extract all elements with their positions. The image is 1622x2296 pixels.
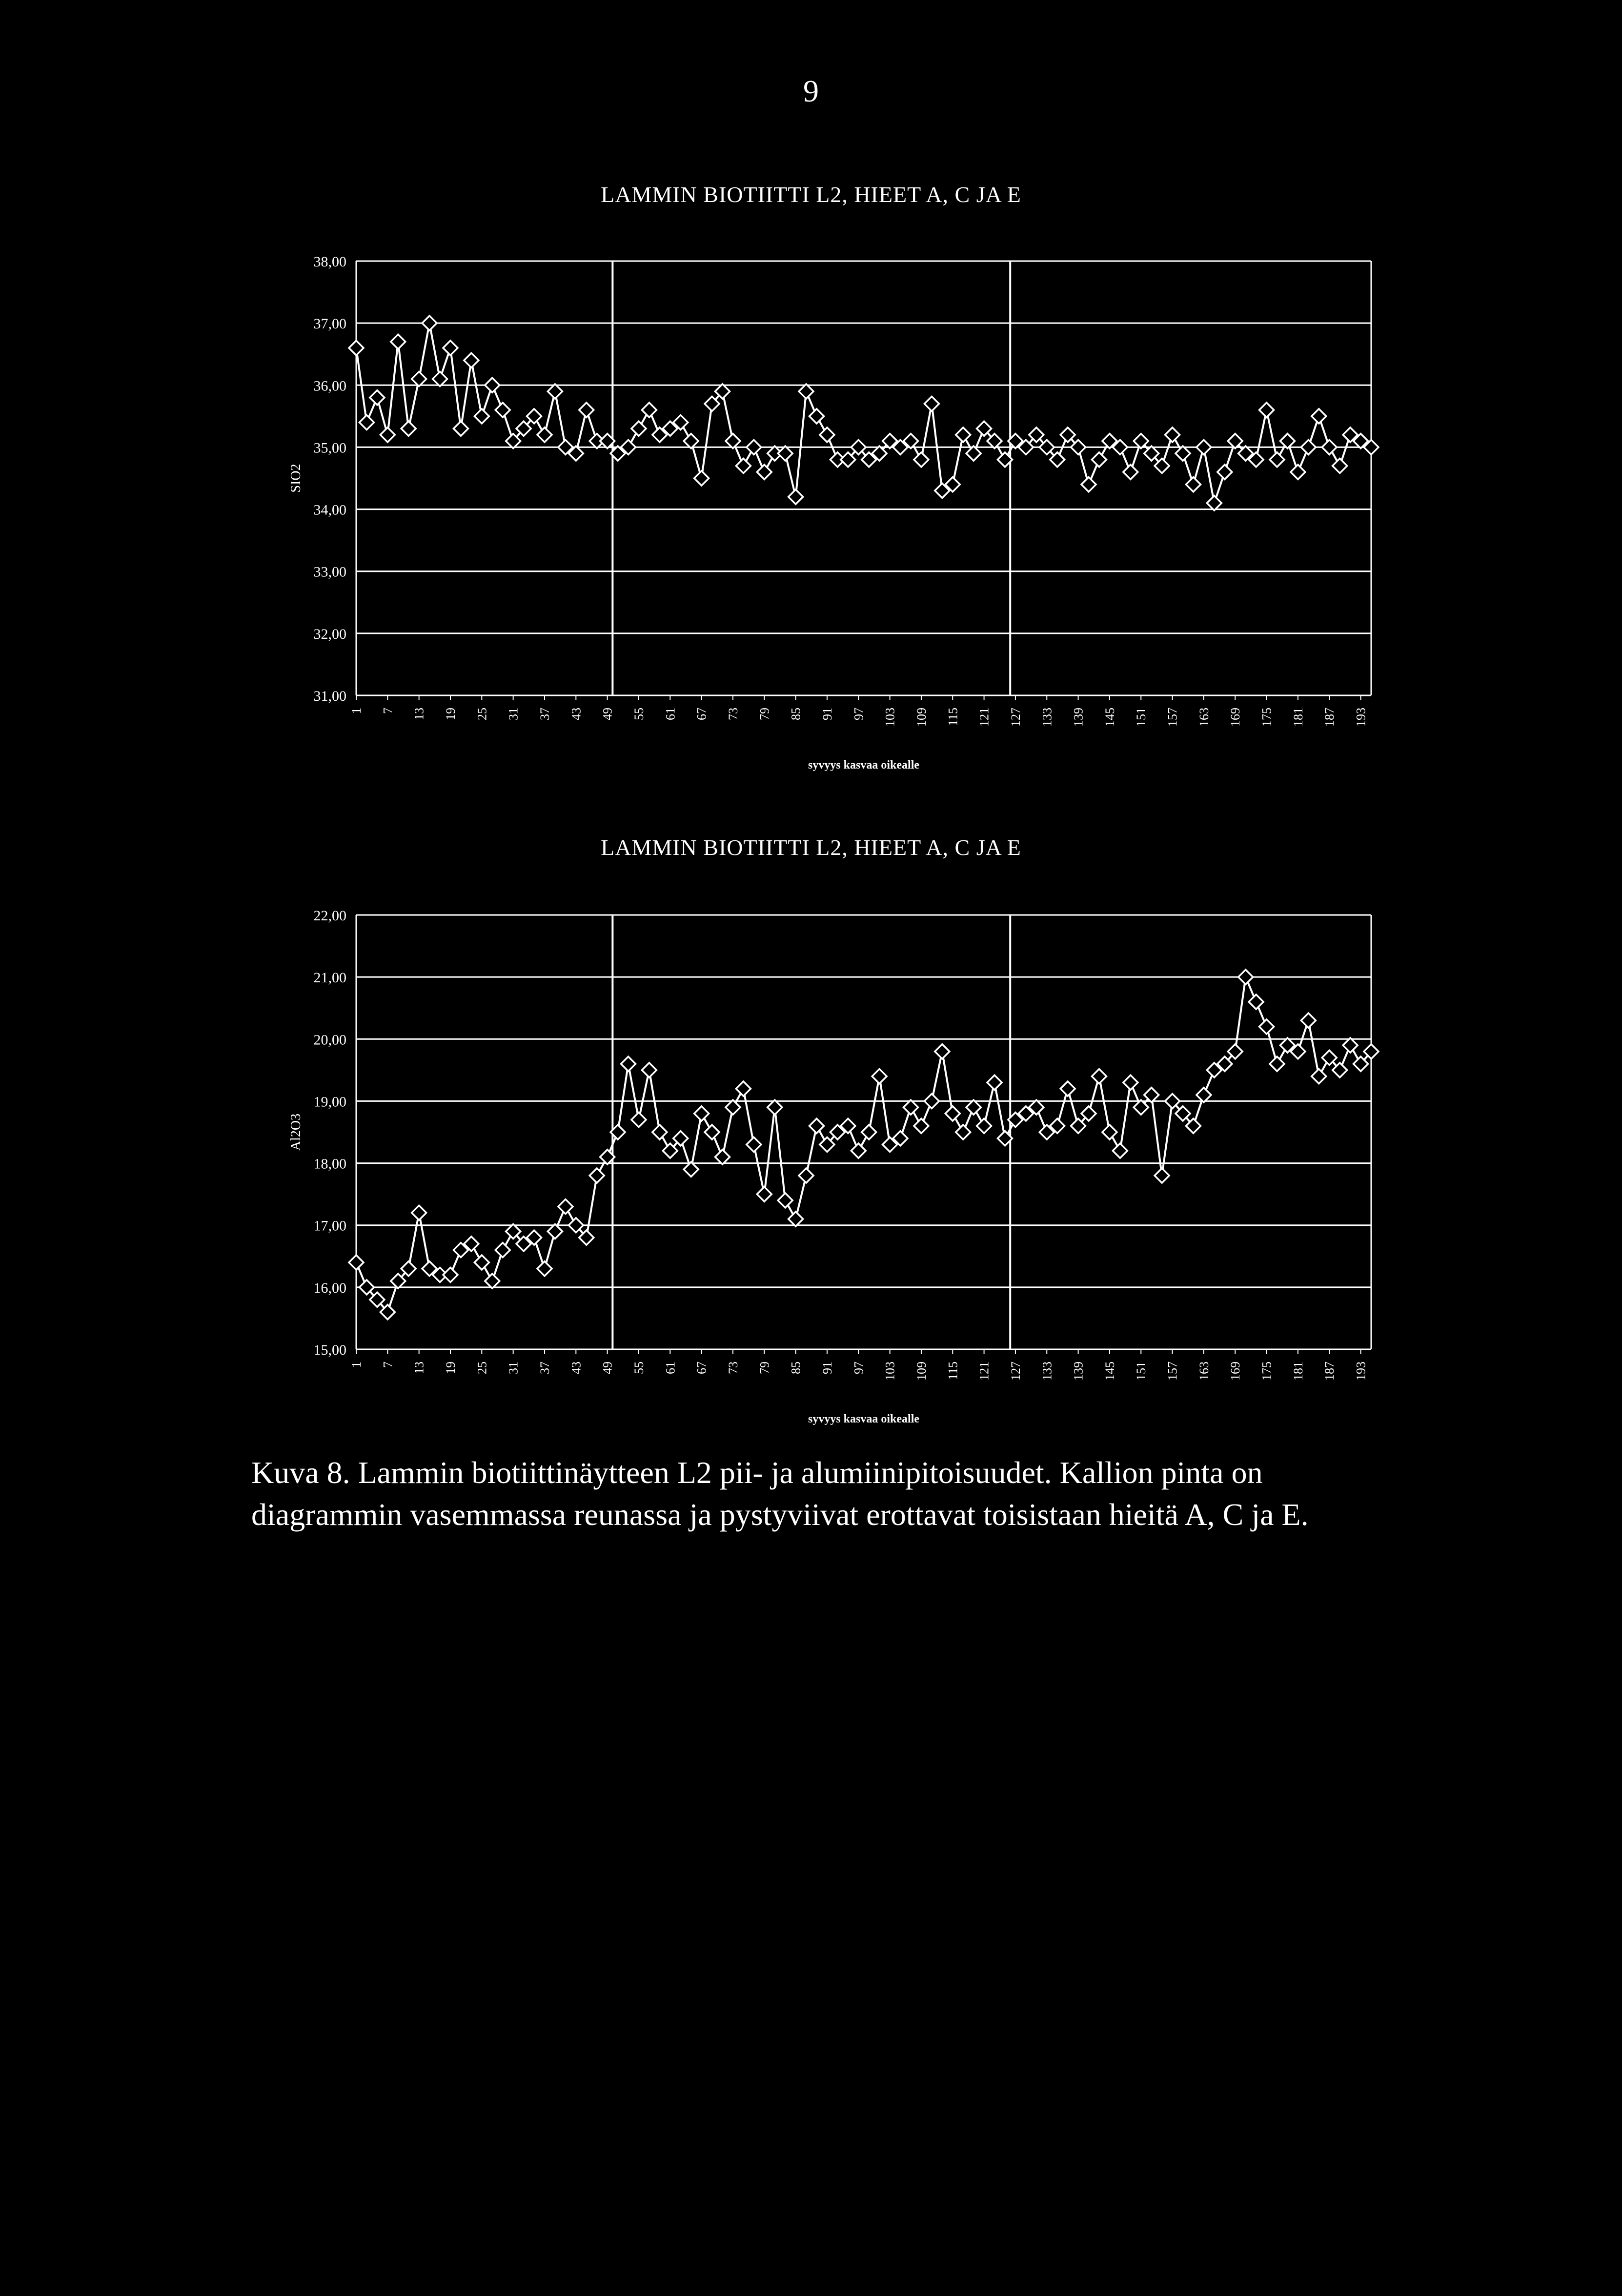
y-tick-label: 32,00: [313, 626, 346, 642]
data-point: [412, 1205, 426, 1220]
data-point: [694, 471, 709, 486]
data-point: [1196, 440, 1211, 454]
data-point: [1092, 452, 1106, 467]
data-point: [789, 489, 803, 504]
x-tick-label: 13: [412, 708, 426, 720]
data-point: [935, 1044, 950, 1059]
data-point: [1207, 496, 1221, 510]
x-axis-label: syvyys kasvaa oikealle: [808, 1413, 920, 1425]
x-tick-label: 127: [1008, 1361, 1023, 1381]
data-point: [495, 1243, 510, 1258]
x-tick-label: 181: [1291, 708, 1305, 727]
data-point: [778, 446, 792, 461]
data-point: [495, 403, 510, 417]
x-tick-label: 103: [883, 708, 897, 727]
data-point: [914, 1118, 929, 1133]
figure-caption: [251, 1452, 1374, 1536]
data-point: [726, 1100, 740, 1115]
x-tick-label: 151: [1134, 708, 1149, 727]
x-tick-label: 181: [1291, 1361, 1305, 1381]
x-tick-label: 91: [820, 1361, 834, 1374]
data-point: [642, 1063, 656, 1077]
data-point: [1092, 1069, 1106, 1084]
x-tick-label: 127: [1008, 708, 1023, 727]
data-point: [768, 1100, 782, 1115]
x-tick-label: 163: [1196, 1361, 1211, 1381]
y-tick-label: 16,00: [313, 1280, 346, 1296]
data-point: [1312, 1069, 1326, 1084]
data-point: [1343, 1038, 1358, 1053]
data-point: [820, 427, 834, 442]
x-tick-label: 169: [1228, 708, 1243, 727]
sio2-chart: [273, 239, 1396, 791]
x-tick-label: 19: [443, 708, 458, 720]
data-point: [799, 384, 813, 399]
data-point: [1270, 452, 1284, 467]
y-tick-label: 37,00: [313, 316, 346, 332]
data-point: [537, 1261, 552, 1276]
data-point: [757, 465, 771, 479]
data-point: [1238, 970, 1253, 984]
x-tick-label: 55: [631, 1361, 646, 1374]
x-tick-label: 13: [412, 1361, 426, 1374]
data-point: [872, 1069, 887, 1084]
data-point: [705, 1125, 719, 1139]
data-point: [621, 1057, 636, 1071]
x-tick-label: 133: [1040, 708, 1054, 727]
x-tick-label: 79: [757, 708, 772, 720]
data-point: [789, 1212, 803, 1226]
x-tick-label: 25: [475, 708, 489, 720]
y-tick-label: 21,00: [313, 970, 346, 986]
x-tick-label: 85: [789, 708, 803, 720]
data-point: [757, 1187, 771, 1201]
y-tick-label: 34,00: [313, 502, 346, 518]
data-point: [547, 384, 562, 399]
x-tick-label: 157: [1165, 708, 1180, 727]
caption-line-2: diagrammin vasemmassa reunassa ja pystyviivat erottavat toisistaan hieitä A, C ja E.: [251, 1497, 1309, 1532]
data-point: [1280, 434, 1295, 448]
data-point: [485, 378, 500, 392]
x-tick-label: 157: [1165, 1361, 1180, 1381]
data-point: [1081, 477, 1096, 492]
data-point: [422, 316, 437, 330]
data-point: [1301, 1013, 1316, 1028]
data-point: [924, 396, 939, 411]
data-point: [1270, 1057, 1284, 1071]
data-point: [474, 1255, 489, 1270]
x-tick-label: 115: [946, 1361, 960, 1381]
data-point: [956, 1125, 971, 1139]
x-tick-label: 7: [381, 708, 395, 714]
x-axis-label: syvyys kasvaa oikealle: [808, 759, 920, 772]
data-point: [579, 403, 594, 417]
x-tick-label: 61: [663, 708, 678, 720]
data-point: [1249, 995, 1263, 1009]
data-point: [945, 1106, 960, 1121]
data-point: [464, 353, 479, 367]
data-point: [914, 452, 929, 467]
x-tick-label: 121: [977, 708, 992, 727]
x-tick-label: 187: [1322, 708, 1337, 727]
data-point: [1123, 465, 1138, 479]
data-point: [810, 1118, 824, 1133]
data-point: [1196, 1088, 1211, 1102]
series-line: [356, 977, 1371, 1312]
al2o3-chart: [273, 893, 1396, 1444]
y-tick-label: 19,00: [313, 1094, 346, 1110]
data-point: [558, 1199, 573, 1214]
data-point: [715, 1150, 730, 1164]
x-tick-label: 133: [1040, 1361, 1054, 1381]
data-point: [1333, 459, 1347, 473]
x-tick-label: 187: [1322, 1361, 1337, 1381]
x-tick-label: 85: [789, 1361, 803, 1374]
data-point: [1301, 440, 1316, 454]
x-tick-label: 145: [1102, 1361, 1117, 1381]
x-tick-label: 175: [1259, 1361, 1274, 1381]
data-point: [1113, 1143, 1127, 1158]
data-point: [547, 1224, 562, 1239]
y-tick-label: 31,00: [313, 688, 346, 704]
x-tick-label: 97: [852, 1361, 866, 1374]
data-point: [631, 1113, 646, 1127]
x-tick-label: 151: [1134, 1361, 1149, 1381]
x-tick-label: 163: [1196, 708, 1211, 727]
x-tick-label: 103: [883, 1361, 897, 1381]
y-tick-label: 15,00: [313, 1342, 346, 1358]
data-point: [380, 427, 395, 442]
data-point: [1123, 1075, 1138, 1090]
x-tick-label: 97: [852, 708, 866, 720]
data-point: [1060, 1081, 1075, 1096]
x-tick-label: 61: [663, 1361, 678, 1374]
chart-title-al2o3: LAMMIN BIOTIITTI L2, HIEET A, C JA E: [601, 835, 1021, 860]
data-point: [736, 1081, 750, 1096]
data-point: [443, 341, 458, 355]
data-point: [1217, 465, 1232, 479]
data-point: [359, 415, 374, 430]
x-tick-label: 49: [600, 1361, 615, 1374]
data-point: [1165, 427, 1180, 442]
y-tick-label: 33,00: [313, 564, 346, 580]
data-point: [1186, 477, 1200, 492]
data-point: [977, 1118, 992, 1133]
data-point: [1322, 440, 1337, 454]
x-tick-label: 49: [600, 708, 615, 720]
data-point: [443, 1267, 458, 1282]
data-point: [684, 434, 698, 448]
data-point: [652, 1125, 667, 1139]
x-tick-label: 169: [1228, 1361, 1243, 1381]
y-tick-label: 20,00: [313, 1032, 346, 1048]
data-point: [485, 1274, 500, 1288]
sio2-chart-svg: [273, 239, 1396, 791]
data-point: [589, 1168, 604, 1183]
x-tick-label: 79: [757, 1361, 772, 1374]
data-point: [1259, 403, 1274, 417]
x-tick-label: 109: [914, 708, 929, 727]
x-tick-label: 43: [569, 1361, 584, 1374]
x-tick-label: 139: [1071, 1361, 1086, 1381]
data-point: [1259, 1019, 1274, 1034]
x-tick-label: 67: [694, 708, 709, 720]
data-point: [1176, 446, 1190, 461]
data-point: [412, 372, 426, 386]
x-tick-label: 109: [914, 1361, 929, 1381]
chart-title-sio2: LAMMIN BIOTIITTI L2, HIEET A, C JA E: [601, 182, 1021, 207]
data-point: [1102, 1125, 1117, 1139]
y-tick-label: 35,00: [313, 440, 346, 456]
data-point: [810, 409, 824, 424]
data-point: [694, 1106, 709, 1121]
y-tick-label: 38,00: [313, 254, 346, 270]
data-point: [956, 427, 971, 442]
y-tick-label: 17,00: [313, 1218, 346, 1234]
x-tick-label: 19: [443, 1361, 458, 1374]
data-point: [370, 390, 385, 405]
data-point: [862, 1125, 876, 1139]
y-axis-label: Al2O3: [288, 1113, 304, 1151]
y-tick-label: 36,00: [313, 378, 346, 394]
data-point: [747, 1137, 761, 1152]
x-tick-label: 73: [726, 1361, 740, 1374]
x-tick-label: 31: [506, 708, 521, 720]
data-point: [642, 403, 656, 417]
data-point: [903, 1100, 918, 1115]
caption-line-1: Kuva 8. Lammin biotiittinäytteen L2 pii- ja alumiinipitoisuudet. Kallion pinta on: [251, 1455, 1263, 1490]
x-tick-label: 25: [475, 1361, 489, 1374]
data-point: [799, 1168, 813, 1183]
data-point: [1291, 465, 1305, 479]
data-point: [631, 421, 646, 436]
data-point: [924, 1094, 939, 1108]
y-tick-label: 22,00: [313, 908, 346, 924]
series-line: [356, 323, 1371, 503]
x-tick-label: 73: [726, 708, 740, 720]
data-point: [778, 1193, 792, 1208]
data-point: [349, 341, 364, 355]
data-point: [736, 459, 750, 473]
x-tick-label: 1: [349, 1361, 364, 1368]
x-tick-label: 145: [1102, 708, 1117, 727]
al2o3-chart-svg: [273, 893, 1396, 1444]
data-point: [1312, 409, 1326, 424]
data-point: [726, 434, 740, 448]
data-point: [349, 1255, 364, 1270]
x-tick-label: 37: [537, 708, 552, 720]
data-point: [684, 1162, 698, 1177]
x-tick-label: 121: [977, 1361, 992, 1381]
data-point: [747, 440, 761, 454]
x-tick-label: 7: [381, 1361, 395, 1368]
data-point: [391, 334, 406, 349]
data-point: [474, 409, 489, 424]
x-tick-label: 67: [694, 1361, 709, 1374]
x-tick-label: 55: [631, 708, 646, 720]
data-point: [851, 1143, 866, 1158]
page-number: 9: [803, 74, 819, 108]
y-tick-label: 18,00: [313, 1156, 346, 1172]
data-point: [537, 427, 552, 442]
data-point: [1155, 1168, 1169, 1183]
x-tick-label: 1: [349, 708, 364, 714]
x-tick-label: 115: [946, 708, 960, 727]
x-tick-label: 175: [1259, 707, 1274, 727]
data-point: [987, 1075, 1002, 1090]
data-point: [401, 421, 416, 436]
data-point: [966, 446, 981, 461]
data-point: [453, 421, 468, 436]
data-point: [966, 1100, 981, 1115]
x-tick-label: 139: [1071, 708, 1086, 727]
x-tick-label: 37: [537, 1361, 552, 1374]
x-tick-label: 31: [506, 1361, 521, 1374]
x-tick-label: 193: [1354, 708, 1368, 727]
x-tick-label: 91: [820, 708, 834, 720]
y-axis-label: SIO2: [288, 464, 304, 493]
x-tick-label: 43: [569, 708, 584, 720]
x-tick-label: 193: [1354, 1361, 1368, 1381]
data-point: [433, 372, 447, 386]
